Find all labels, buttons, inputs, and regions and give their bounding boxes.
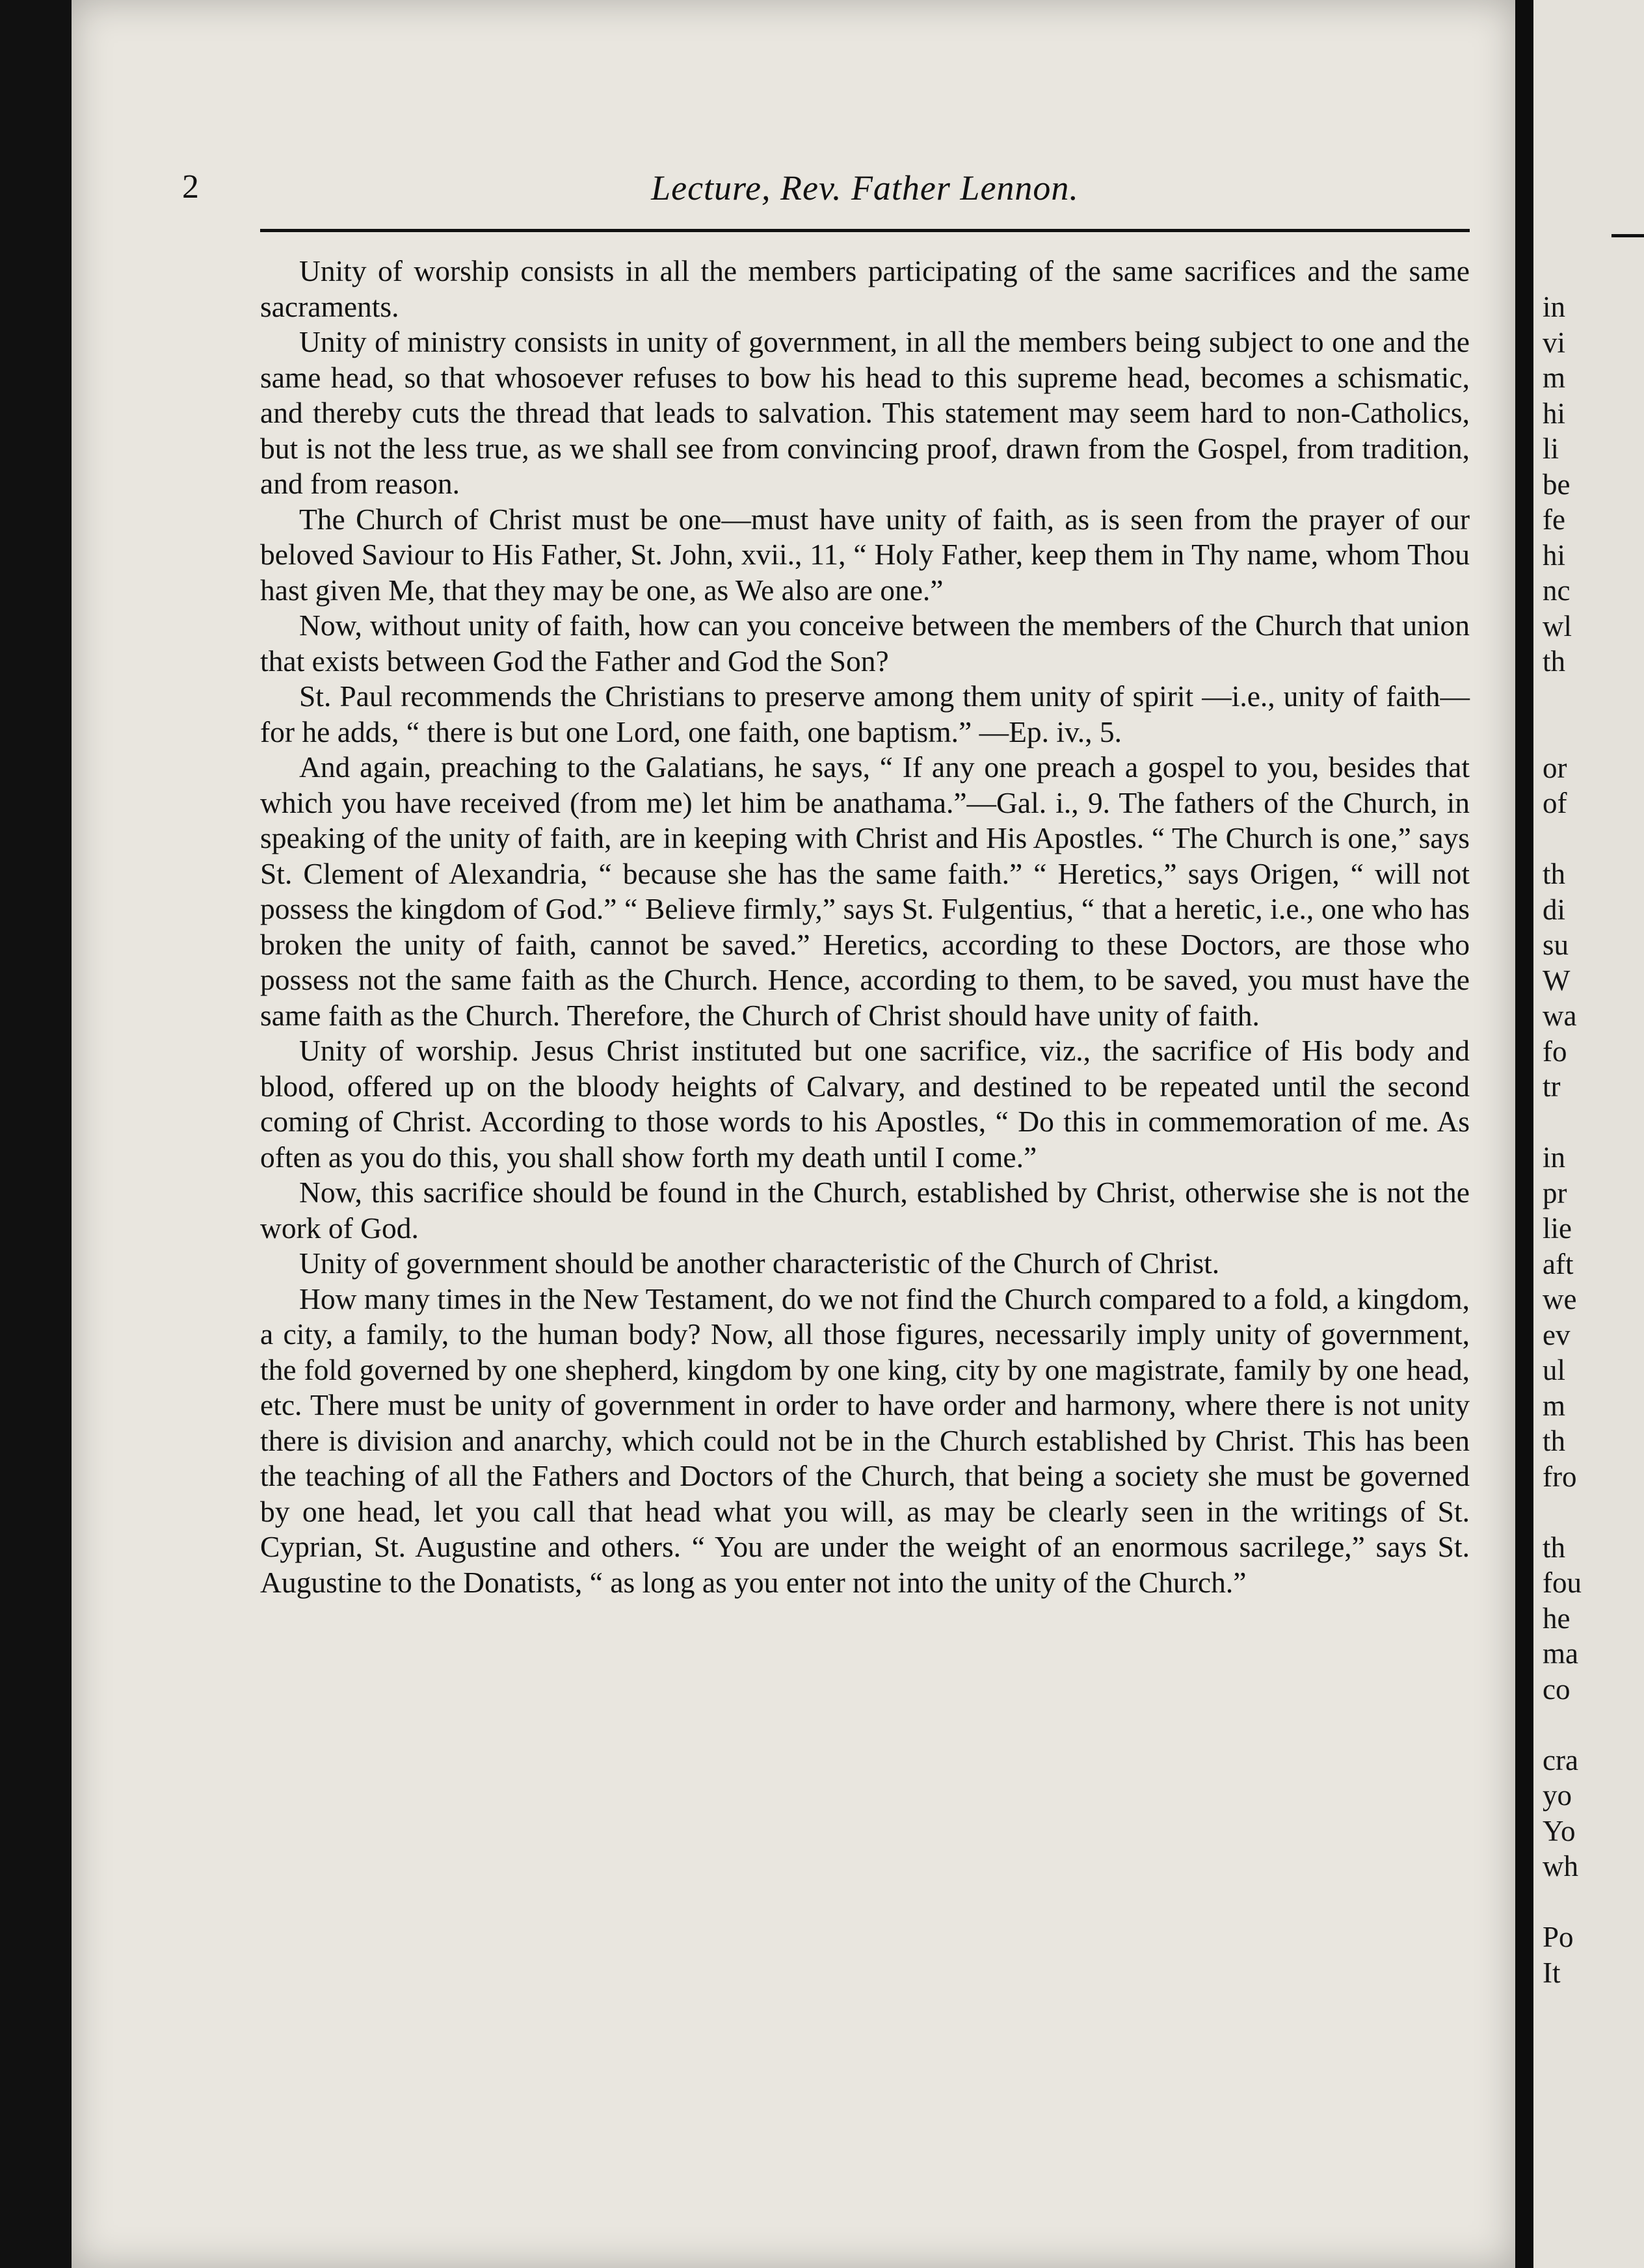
body-text bbox=[260, 254, 1470, 1600]
book-page bbox=[72, 0, 1515, 2268]
facing-header-rule bbox=[1611, 234, 1644, 237]
paragraph-unity-of-worship: Unity of worship consists in all the members participating of the same sacrifices and the same sacraments. bbox=[260, 254, 1470, 323]
paragraph-new-testament: How many times in the New Testament, do we not find the Church compared to a fold, a kingdom, a city, a family, to the human body? Now, all those figures, necessarily imply unity of government, the fold governed by one shepherd, kingdom by one king, city by one magistrate, family by one head, etc. There must be unity of government in order to have order and harmony, where there is not unity there is division and anarchy, which could not be in the Church established by Christ. This has been the teaching of all the Fathers and Doctors of the Church, that being a society she must be governed by one head, let you call that head what you will, as may be clearly seen in the writings of St. Cyprian, St. Augustine and others. “ You are under the weight of an enormous sacrilege,” says St. Augustine to the Donatists, “ as long as you enter not into the unity of the Church.” bbox=[260, 1282, 1470, 1599]
running-head: Lecture, Rev. Father Lennon. bbox=[651, 168, 1079, 207]
page-header bbox=[254, 168, 1476, 226]
paragraph-church-must-be-one: The Church of Christ must be one—must have unity of faith, as is seen from the prayer of our beloved Saviour to His Father, St. John, xvii., 11, “ Holy Father, keep them in Thy name, whom Thou hast given Me, that they may be one, as We also are one.” bbox=[260, 502, 1470, 607]
paragraph-st-paul: St. Paul recommends the Christians to preserve among them unity of spirit —i.e., unity of faith—for he adds, “ there is but one Lord, one faith, one baptism.” —Ep. iv., 5. bbox=[260, 679, 1470, 748]
paragraph-sacrifice-in-church: Now, this sacrifice should be found in the Church, established by Christ, otherwise she is not the work of God. bbox=[260, 1176, 1470, 1245]
paragraph-without-unity: Now, without unity of faith, how can you conceive between the members of the Church that union that exists between God the Father and God the Son? bbox=[260, 609, 1470, 678]
page-number: 2 bbox=[182, 168, 199, 205]
facing-page bbox=[1533, 0, 1644, 2268]
header-rule bbox=[260, 229, 1470, 232]
paragraph-unity-of-worship-sacrifice: Unity of worship. Jesus Christ instituted but one sacrifice, viz., the sacrifice of His body and blood, offered up on the bloody heights of Calvary, and destined to be repeated until the second coming of Christ. According to those words to his Apostles, “ Do this in commemoration of me. As often as you do this, you shall show forth my death until I come.” bbox=[260, 1034, 1470, 1174]
facing-page-text: in vi m hi li be fe hi nc wl th or of th di su W wa fo tr in pr lie aft we ev ul m th fro th fou he ma co cra yo Yo wh Po It bbox=[1543, 291, 1582, 1989]
paragraph-unity-of-ministry: Unity of ministry consists in unity of government, in all the members being subject to one and the same head, so that whosoever refuses to bow his head to this supreme head, becomes a schismatic, and thereby cuts the thread that leads to salvation. This statement may seem hard to non-Catholics, but is not the less true, as we shall see from convincing proof, drawn from the Gospel, from tradition, and from reason. bbox=[260, 325, 1470, 500]
page-gutter bbox=[1515, 0, 1533, 2268]
paragraph-galatians: And again, preaching to the Galatians, he says, “ If any one preach a gospel to you, besides that which you have received (from me) let him be anathama.”—Gal. i., 9. The fathers of the Church, in speaking of the unity of faith, are in keeping with Christ and His Apostles. “ The Church is one,” says St. Clement of Alexandria, “ because she has the same faith.” “ Heretics,” says Origen, “ will not possess the kingdom of God.” “ Believe firmly,” says St. Fulgentius, “ that a heretic, i.e., one who has broken the unity of faith, cannot be saved.” Heretics, according to these Doctors, are those who possess not the same faith as the Church. Hence, according to them, to be saved, you must have the same faith as the Church. Therefore, the Church of Christ should have unity of faith. bbox=[260, 750, 1470, 1032]
paragraph-unity-of-government: Unity of government should be another characteristic of the Church of Christ. bbox=[299, 1246, 1220, 1280]
